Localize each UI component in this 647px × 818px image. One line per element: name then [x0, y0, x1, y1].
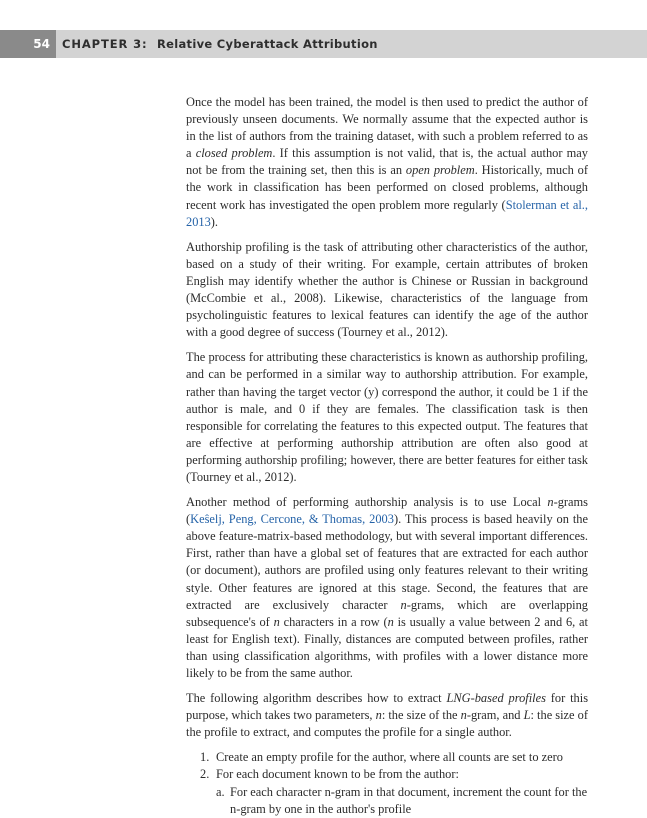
text-run: for this purpose, which takes two parameters, [186, 691, 589, 723]
text-run: Another method of performing authorship analysis is to use Local [186, 495, 548, 510]
text-run: : the size of the profile to extract, and computes the profile for a single author. [186, 708, 588, 740]
text-run: ). This process is based heavily on the above feature-matrix-based methodology, but with several important differences. First, rather than have a global set of features that are extracted for each author (or document), authors are profiled using only features relevant to their writing style. Other features are ignored at this stage. Second, the features that are extracted are exclusively character [186, 512, 588, 612]
italic-n: n [387, 614, 394, 629]
italic-n: n [547, 495, 554, 510]
paragraph-authorship-profiling: Authorship profiling is the task of attributing other characteristics of the author, based on a study of their writing. For example, certain attributes of broken English may identify whether the author is Chinese or Russian in background (McCombie et al., 2008). Likewise, characteristics of the language from psycholinguistic features to lexical features can identify the age of the author with a good degree of success (Tourney et al., 2012). [186, 239, 588, 340]
italic-n: n [273, 614, 280, 629]
chapter-label: CHAPTER 3: [62, 37, 148, 51]
text-run: is usually a value between 2 and 6, at least for English text). Finally, distances are computed between profiles, rather than using classification algorithms, with profiles with a lower distance more likely to be from the same author. [186, 614, 588, 680]
chapter-title: Relative Cyberattack Attribution [157, 37, 378, 51]
algorithm-steps [186, 749, 588, 817]
text-run: The following algorithm describes how to extract [186, 691, 447, 706]
algorithm-substeps [216, 784, 588, 818]
text-run: : the size of the [381, 708, 461, 723]
italic-L: L [523, 708, 531, 723]
page-number: 54 [0, 30, 56, 58]
term-closed-problem: closed problem [195, 146, 273, 161]
paragraph-local-ngrams [186, 494, 588, 682]
step-number: 2. [200, 767, 210, 782]
italic-n: n [400, 597, 407, 612]
paragraph-profiling-process: The process for attributing these characteristics is known as authorship profiling, and can be performed in a similar way to authorship attribution. For example, rather than having the target vector (y) correspond the author, it could be 1 if the author is male, and 0 if they are females. The classification task is then responsible for correlating the features to this expected output. The features that are effective at performing authorship attribution are often also good at performing authorship profiling; however, there are better features for either task (Tourney et al., 2012). [186, 350, 588, 484]
term-lng-profiles: LNG-based profiles [446, 691, 546, 706]
step-text: For each document known to be from the author: [216, 767, 459, 782]
substep-letter: a. [216, 784, 225, 799]
text-run: ). [210, 214, 219, 229]
paragraph-algorithm-intro [186, 690, 588, 741]
substep-text: For each character n-gram in that document, increment the count for the n-gram by one in the author's profile [230, 784, 588, 816]
text-run: characters in a row ( [279, 614, 388, 629]
body-text [186, 94, 588, 818]
citation-link-stolerman[interactable]: Stolerman et al., 2013 [186, 197, 588, 229]
citation-link-keselj[interactable]: Keŝelj, Peng, Cercone, & Thomas, 2003 [190, 512, 394, 527]
text-run: . Historically, much of the work in classification has been performed on closed problems, although recent work has investigated the open problem more regularly ( [186, 163, 588, 212]
list-item [200, 766, 588, 817]
text-run: -grams, which are overlapping subsequence's of [186, 597, 588, 629]
step-number: 1. [200, 750, 210, 765]
text-run: Once the model has been trained, the model is then used to predict the author of previously unseen documents. We normally assume that the expected author is in the list of authors from the training dataset, with such a problem referred to as a [186, 95, 588, 161]
list-item [216, 784, 588, 818]
list-item [200, 749, 588, 766]
text-run: -gram, and [466, 708, 524, 723]
italic-n: n [460, 708, 467, 723]
text-run: -grams ( [186, 495, 588, 527]
term-open-problem: open problem [405, 163, 475, 178]
paragraph-closed-open-problem [186, 94, 588, 231]
running-header [0, 30, 647, 58]
text-run: . If this assumption is not valid, that is, the actual author may not be from the training set, then this is an [186, 146, 588, 178]
italic-n: n [375, 708, 382, 723]
step-text: Create an empty profile for the author, where all counts are set to zero [216, 750, 563, 765]
